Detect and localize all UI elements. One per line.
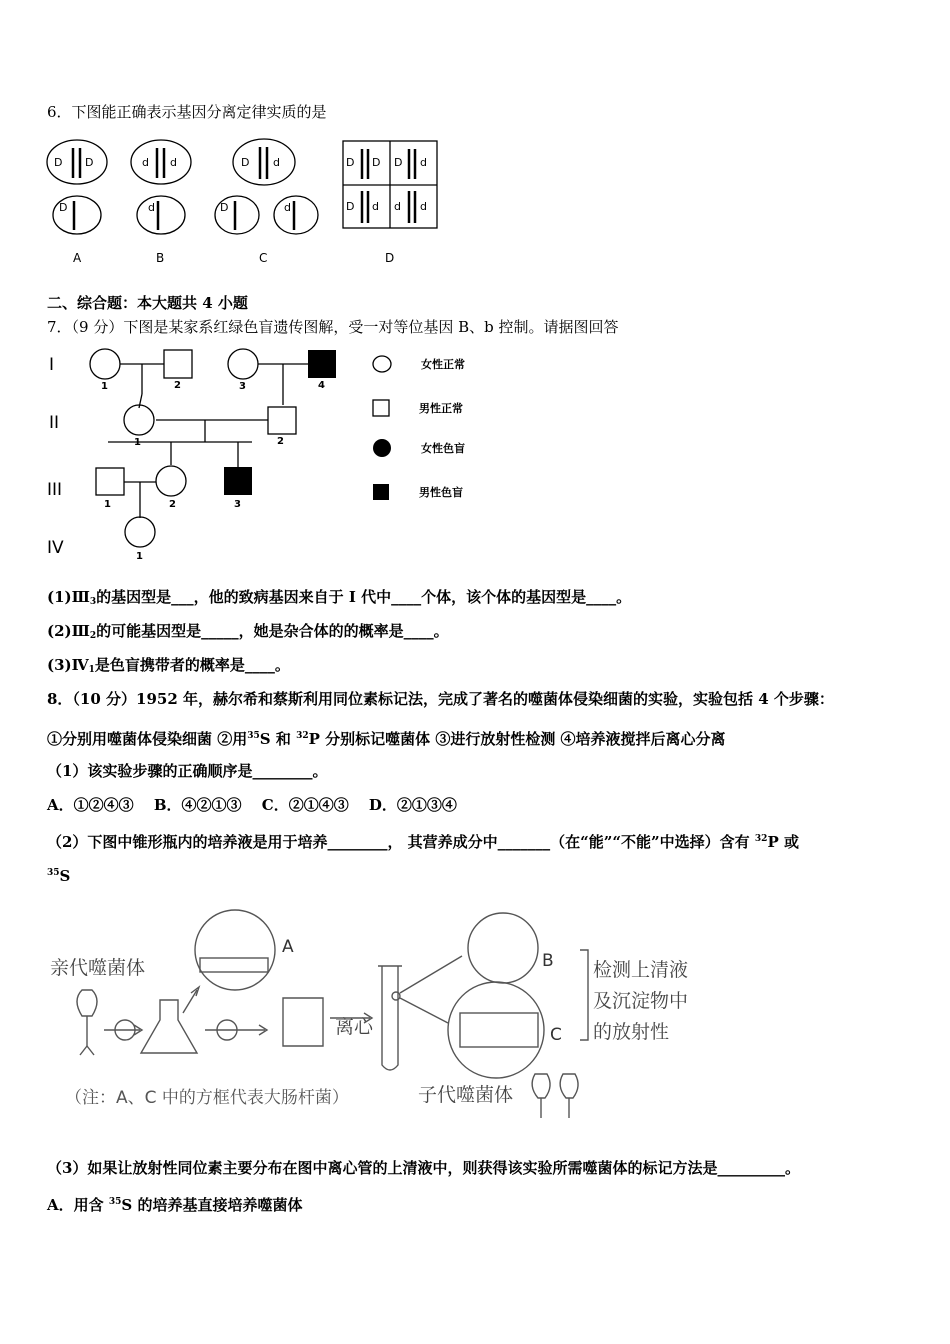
- fig-label-c: C: [550, 1025, 562, 1045]
- allele-d: d: [273, 156, 280, 169]
- num-III-3: 3: [234, 499, 241, 510]
- individual-II-1: [124, 405, 154, 435]
- label-b: B: [156, 251, 165, 265]
- fig-note: （注：A、C 中的方框代表大肠杆菌）: [65, 1088, 349, 1108]
- num-I-2: 2: [174, 380, 181, 391]
- allele-D: D: [372, 156, 381, 169]
- q8-steps: ①分别用噬菌体侵染细菌 ②用$^{35}$S 和 $^{32}$P 分别标记噬菌体 ③进行放射性检测 ④培养液搅拌后离心分离: [47, 730, 726, 748]
- gen-label-1: I: [49, 355, 55, 375]
- allele-D: D: [241, 156, 250, 169]
- legend-female-colorblind: 女性色盲: [421, 442, 465, 455]
- num-II-2: 2: [277, 436, 284, 447]
- section-title: 二、综合题：本大题共 4 小题: [47, 294, 248, 312]
- gen-label-3: III: [47, 480, 63, 500]
- fig-detect-line1: 检测上清液: [593, 959, 689, 981]
- allele-d: d: [170, 156, 177, 169]
- individual-I-1: [90, 349, 120, 379]
- allele-D: D: [394, 156, 403, 169]
- gen-label-2: II: [49, 413, 60, 433]
- allele-D: D: [85, 156, 94, 169]
- allele-d: d: [394, 200, 401, 213]
- allele-D: D: [220, 201, 229, 214]
- allele-d: d: [284, 201, 291, 214]
- q7-sub1: $(1)Ⅲ_3$的基因型是___，他的致病基因来自于 I 代中____个体，该个体的基因型是____。: [47, 588, 632, 607]
- individual-I-4: [308, 350, 336, 378]
- q8-sub1: （1）该实验步骤的正确顺序是________。: [47, 762, 328, 780]
- individual-I-2: [164, 350, 192, 378]
- individual-IV-1: [125, 517, 155, 547]
- label-a: A: [73, 251, 82, 265]
- q8-stem: 8．（10 分）1952 年，赫尔希和蔡斯利用同位素标记法，完成了著名的噬菌体侵染细菌的实验，实验包括 4 个步骤：: [47, 690, 834, 708]
- individual-III-1: [96, 468, 124, 495]
- legend-male-colorblind: 男性色盲: [419, 486, 463, 499]
- allele-D: D: [346, 200, 355, 213]
- individual-I-3: [228, 349, 258, 379]
- allele-D: D: [59, 201, 68, 214]
- q8-sub3: （3）如果让放射性同位素主要分布在图中离心管的上清液中，则获得该实验所需噬菌体的标记方法是_________。: [47, 1159, 800, 1177]
- legend-male-normal: 男性正常: [419, 402, 463, 415]
- num-I-1: 1: [101, 381, 108, 392]
- q8-option-a: A．用含 $^{35}$S 的培养基直接培养噬菌体: [47, 1196, 303, 1214]
- q8-options: A．①②④③ B．④②①③ C．②①④③ D．②①③④: [47, 796, 457, 814]
- individual-III-2: [156, 466, 186, 496]
- num-IV-1: 1: [136, 551, 143, 562]
- label-d: D: [385, 251, 395, 265]
- q7-sub3: $(3)Ⅳ_1$是色盲携带者的概率是____。: [47, 656, 290, 675]
- experiment-figure: [40, 900, 720, 1122]
- fig-detect-line3: 的放射性: [593, 1021, 670, 1043]
- allele-d: d: [148, 201, 155, 214]
- q7-sub2: $(2)Ⅲ_2$的可能基因型是_____，她是杂合体的的概率是____。: [47, 622, 449, 641]
- label-c: C: [259, 251, 268, 265]
- q6-figure: [40, 135, 450, 270]
- allele-d: d: [142, 156, 149, 169]
- pedigree-chart: [40, 342, 520, 570]
- q7-stem: 7．（9 分）下图是某家系红绿色盲遗传图解，受一对等位基因 B、b 控制。请据图回答: [47, 318, 619, 336]
- q8-sub2-cont: $^{35}$S: [47, 867, 71, 885]
- fig-progeny-label: 子代噬菌体: [418, 1084, 514, 1106]
- fig-detect-line2: 及沉淀物中: [593, 990, 689, 1012]
- legend-female-normal: 女性正常: [421, 358, 465, 371]
- fig-label-b: B: [542, 951, 554, 971]
- num-I-3: 3: [239, 381, 246, 392]
- num-I-4: 4: [318, 380, 325, 391]
- allele-D: D: [54, 156, 63, 169]
- num-III-1: 1: [104, 499, 111, 510]
- individual-II-2: [268, 407, 296, 434]
- num-III-2: 2: [169, 499, 176, 510]
- individual-III-3: [224, 467, 252, 495]
- allele-d: d: [372, 200, 379, 213]
- fig-parent-label: 亲代噬菌体: [50, 957, 146, 979]
- allele-d: d: [420, 156, 427, 169]
- q8-sub2: （2）下图中锥形瓶内的培养液是用于培养________， 其营养成分中_______（在“能”“不能”中选择）含有 $^{32}$P 或: [47, 833, 799, 851]
- fig-label-a: A: [282, 937, 294, 957]
- q6-text: 6．下图能正确表示基因分离定律实质的是: [47, 103, 327, 121]
- gen-label-4: IV: [47, 538, 64, 558]
- allele-d: d: [420, 200, 427, 213]
- num-II-1: 1: [134, 437, 141, 448]
- fig-centrifuge-label: 离心: [335, 1016, 374, 1038]
- allele-D: D: [346, 156, 355, 169]
